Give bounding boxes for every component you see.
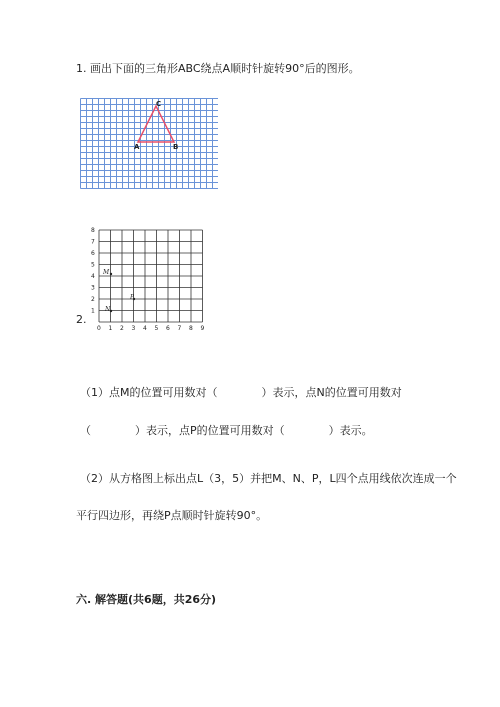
- section-6-title: 六. 解答题(共6题，共26分): [76, 593, 217, 606]
- question-1-text: 1. 画出下面的三角形ABC绕点A顺时针旋转90°后的图形。: [76, 62, 360, 75]
- x-tick-label: 8: [189, 325, 193, 332]
- coordinate-grid: [86, 222, 222, 334]
- x-tick-label: 7: [177, 325, 182, 332]
- triangle-abc: [138, 106, 174, 142]
- point-label-c: C: [156, 100, 162, 108]
- y-tick-label: 6: [91, 250, 95, 257]
- y-tick-label: 1: [91, 307, 95, 315]
- y-tick-label: 8: [91, 227, 95, 234]
- rotation-grid: [80, 98, 218, 192]
- x-tick-label: 6: [166, 325, 170, 332]
- point-m: [110, 273, 112, 275]
- x-tick-label: 0: [97, 325, 101, 332]
- question-2-part-1-line-1: （1）点M的位置可用数对（ ）表示，点N的位置可用数对: [80, 386, 402, 399]
- tick-labels: [91, 227, 205, 332]
- x-tick-label: 2: [120, 325, 124, 332]
- question-2-part-2-line-2: 平行四边形，再绕P点顺时针旋转90°。: [76, 509, 268, 522]
- point-label-n: N: [105, 306, 111, 313]
- y-tick-label: 5: [91, 261, 95, 269]
- point-label-a: A: [134, 143, 140, 151]
- y-tick-label: 7: [91, 238, 95, 246]
- point-label-m: M: [103, 269, 110, 276]
- x-tick-label: 4: [143, 325, 147, 332]
- grid-lines: [99, 230, 203, 322]
- y-tick-label: 3: [91, 284, 95, 292]
- question-2-number: 2.: [76, 313, 87, 326]
- y-tick-label: 2: [91, 296, 95, 303]
- x-tick-label: 5: [154, 325, 159, 332]
- x-tick-label: 1: [108, 325, 113, 332]
- point-label-b: B: [173, 143, 179, 151]
- x-tick-label: 3: [131, 325, 136, 332]
- question-2-part-2-line-1: （2）从方格图上标出点L（3，5）并把M、N、P，L四个点用线依次连成一个: [80, 472, 457, 485]
- x-tick-label: 9: [200, 325, 205, 332]
- grid-lines: [81, 99, 219, 189]
- point-label-p: P: [130, 294, 135, 301]
- y-tick-label: 4: [91, 273, 95, 280]
- question-2-part-1-line-2: （ ）表示，点P的位置可用数对（ ）表示。: [80, 424, 373, 437]
